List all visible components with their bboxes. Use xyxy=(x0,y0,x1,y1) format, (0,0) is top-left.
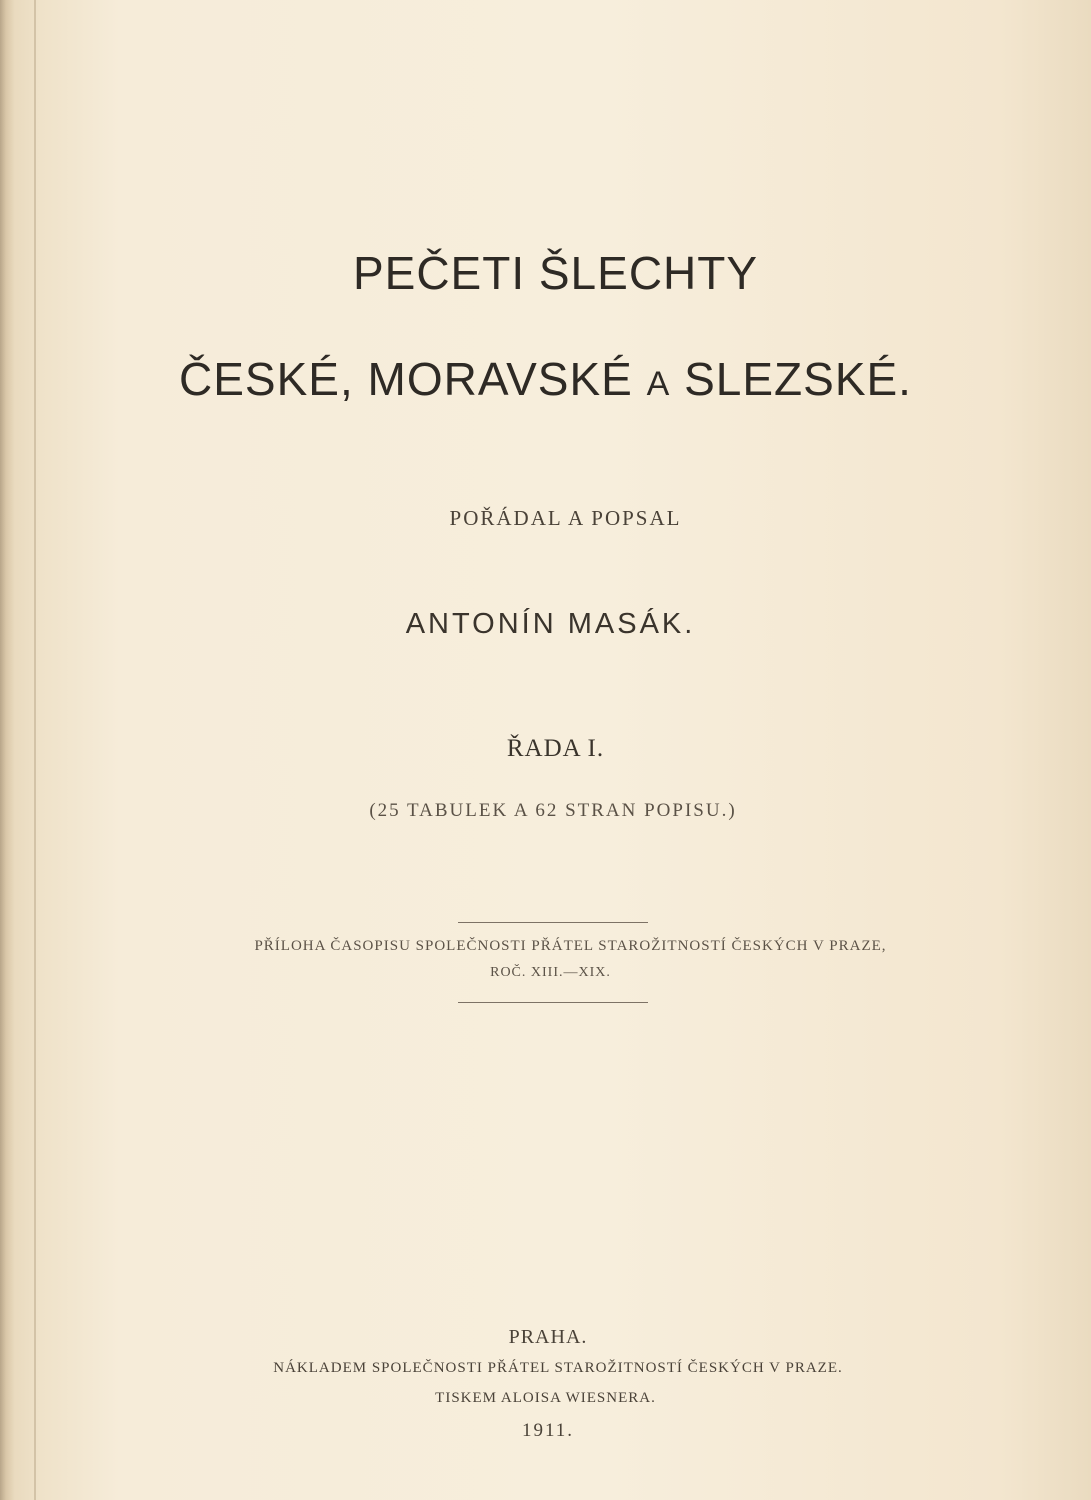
title-line-2 xyxy=(0,352,1091,406)
imprint-place: PRAHA. xyxy=(508,1326,588,1348)
imprint-publisher: NÁKLADEM SPOLEČNOSTI PŘÁTEL STAROŽITNOSTÍ ČESKÝCH V PRAZE. xyxy=(273,1360,843,1376)
title-line-2-part-2: SLEZSKÉ. xyxy=(684,353,912,405)
divider-bottom xyxy=(458,1002,648,1003)
imprint-year: 1911. xyxy=(521,1420,575,1441)
imprint-printer: TISKEM ALOISA WIESNERA. xyxy=(435,1390,656,1406)
divider-top xyxy=(458,922,648,923)
title-line-2-part-1: ČESKÉ, MORAVSKÉ xyxy=(179,353,633,405)
title-line-1: PEČETI ŠLECHTY xyxy=(352,247,759,299)
supplement-line-1: PŘÍLOHA ČASOPISU SPOLEČNOSTI PŘÁTEL STAROŽITNOSTÍ ČESKÝCH V PRAZE, xyxy=(254,938,887,954)
contents-note: (25 TABULEK A 62 STRAN POPISU.) xyxy=(369,800,737,821)
title-line-2-conjunction: A xyxy=(646,365,671,403)
author-name: ANTONÍN MASÁK. xyxy=(405,608,696,640)
arranged-by-line: POŘÁDAL A POPSAL xyxy=(449,506,682,530)
series-number: ŘADA I. xyxy=(506,735,605,762)
supplement-line-2: ROČ. XIII.—XIX. xyxy=(490,965,611,980)
